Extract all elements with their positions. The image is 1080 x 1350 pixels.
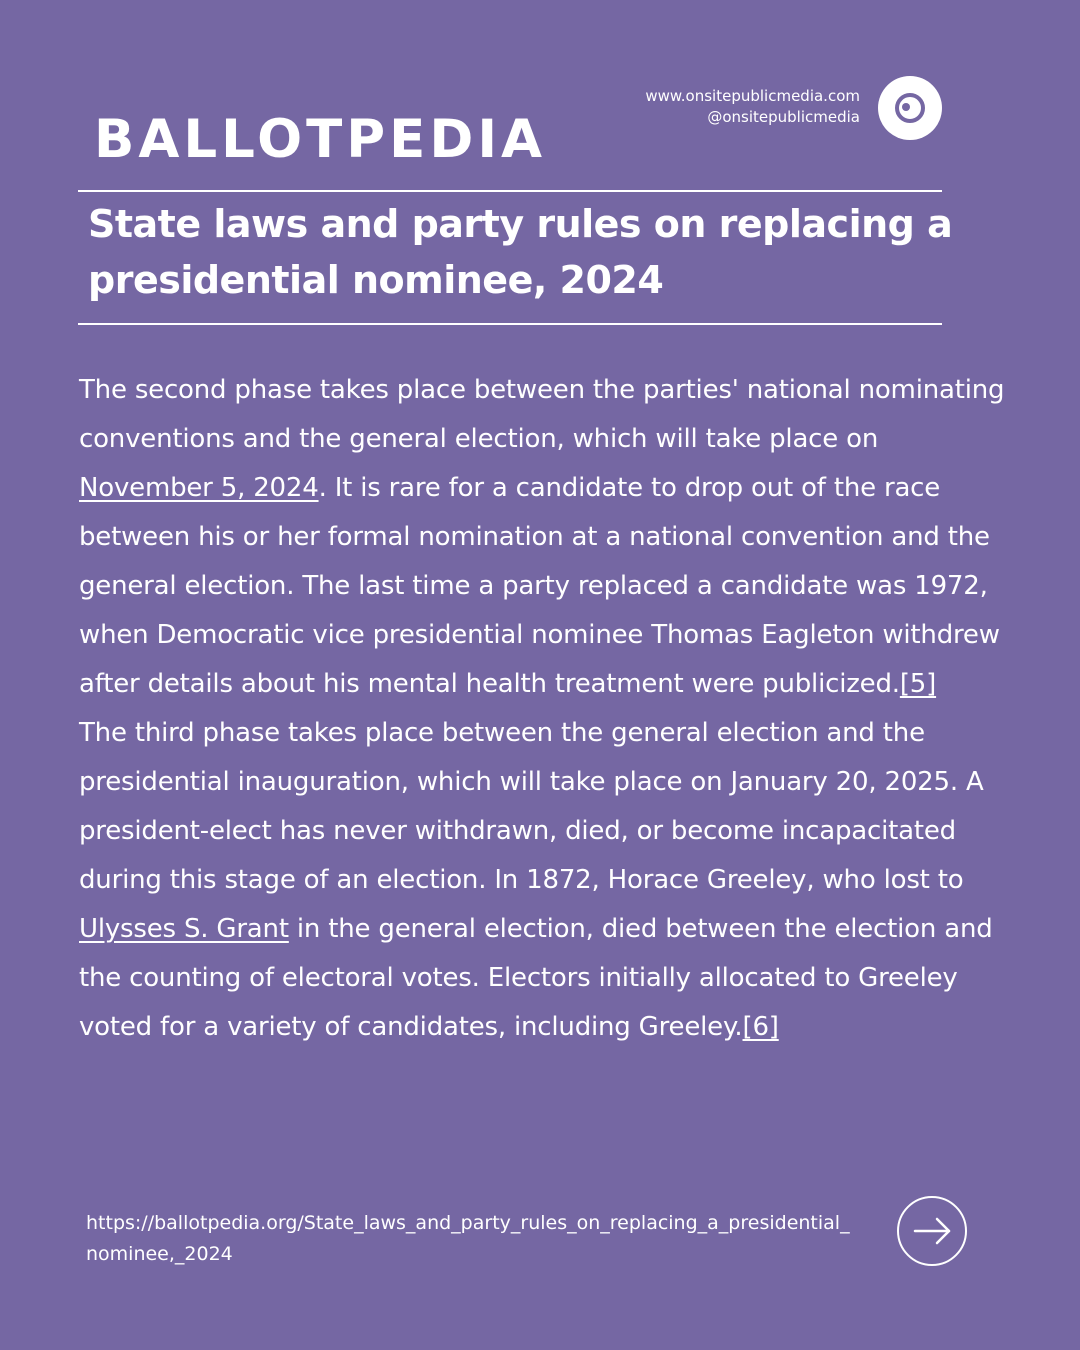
reference-link-6[interactable]: [6] [742, 1012, 779, 1042]
paragraph-second-phase: The second phase takes place between the parties' national nominating conventions and the general election, which will take place on November 5, 2024. It is rare for a candidate to drop out of the race between his or her formal nomination at a national convention and the general election. The last time a party replaced a candidate was 1972, when Democratic vice presidential nominee Thomas Eagleton withdrew after details about his mental health treatment were publicized.[5] [79, 375, 1005, 699]
article-body [79, 366, 1009, 1052]
website-link[interactable]: www.onsitepublicmedia.com [645, 87, 860, 105]
ballotpedia-wordmark: BALLOTPEDIA [94, 109, 547, 170]
social-handle[interactable]: @onsitepublicmedia [707, 108, 860, 126]
divider-bottom [78, 323, 942, 325]
divider-top [78, 190, 942, 192]
link-ulysses-s-grant[interactable]: Ulysses S. Grant [79, 914, 289, 944]
source-url[interactable]: https://ballotpedia.org/State_laws_and_party_rules_on_replacing_a_presidential_nominee,_2024 [86, 1212, 850, 1265]
brand-links [560, 86, 860, 128]
paragraph-third-phase: The third phase takes place between the general election and the presidential inauguration, which will take place on January 20, 2025. A president-elect has never withdrawn, died, or become incapacitated during this stage of an election. In 1872, Horace Greeley, who lost to Ulysses S. Grant in the general election, died between the election and the counting of electoral votes. Electors initially allocated to Greeley voted for a variety of candidates, including Greeley.[6] [79, 718, 993, 1042]
next-button[interactable] [897, 1196, 967, 1266]
headline: State laws and party rules on replacing a presidential nominee, 2024 [88, 202, 953, 302]
link-november-5-2024[interactable]: November 5, 2024 [79, 473, 319, 503]
onsite-logo-icon [878, 76, 942, 140]
reference-link-5[interactable]: [5] [899, 669, 937, 699]
arrow-right-icon [909, 1208, 955, 1254]
